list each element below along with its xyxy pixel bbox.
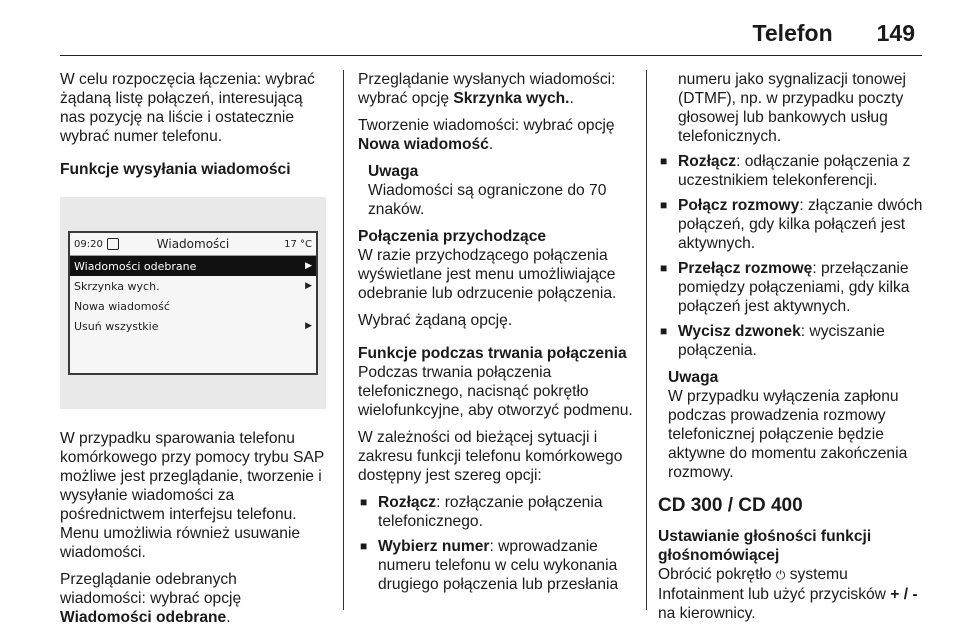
arrow-right-icon: ▶ xyxy=(305,260,312,271)
list-item: ■ Przełącz rozmowę: przełączanie pomiędzy połączeniami, gdy kilka połączeń jest aktywnych. xyxy=(658,259,924,316)
section-heading: Połączenia przychodzące xyxy=(358,228,547,245)
arrow-right-icon: ▶ xyxy=(305,280,312,291)
arrow-right-icon: ▶ xyxy=(305,320,312,331)
options-list xyxy=(358,493,634,594)
paragraph: Podczas trwania połączenia telefonicznego, nacisnąć pokrętło wielofunkcyjne, aby otworzyć podmenu. xyxy=(358,364,633,419)
menu-item-label: Skrzynka wych. xyxy=(74,279,160,293)
menu-item-received[interactable] xyxy=(70,256,316,276)
column-divider xyxy=(343,70,344,610)
page-title: Telefon xyxy=(752,20,833,46)
paragraph: W przypadku sparowania telefonu komórkowego przy pomocy trybu SAP możliwe jest przeglądanie, tworzenie i wysyłanie wiadomości za pośrednictwem interfejsu telefonu. Menu umożliwia również usuwanie wiadomości. xyxy=(60,430,325,561)
list-item: ■ Rozłącz: odłączanie połączenia z uczestnikiem telekonferencji. xyxy=(658,152,924,190)
paragraph: W celu rozpoczęcia łączenia: wybrać żądaną listę połączeń, interesującą nas pozycję na liście i ostatecznie wybrać numer telefonu. xyxy=(60,71,315,145)
column-1 xyxy=(60,70,326,635)
paragraph: Wybrać żądaną opcję. xyxy=(358,312,513,329)
options-list xyxy=(658,152,924,360)
menu-item-delete-all[interactable] xyxy=(70,316,316,336)
screen-temperature: 17 °C xyxy=(284,238,312,250)
section-heading: Ustawianie głośności funkcji głośnomówiącej xyxy=(658,528,872,564)
page-header xyxy=(753,20,915,47)
list-item: ■ Wybierz numer: wprowadzanie numeru telefonu w celu wykonania drugiego połączenia lub przesłania xyxy=(358,537,634,594)
note-title: Uwaga xyxy=(668,369,719,386)
menu-item-label: Usuń wszystkie xyxy=(74,319,159,333)
note-box xyxy=(368,162,634,219)
paragraph: Przeglądanie wysłanych wiadomości: wybrać opcję Skrzynka wych.. xyxy=(358,71,616,107)
display-screen xyxy=(68,231,318,375)
menu-item-label: Nowa wiadomość xyxy=(74,299,170,313)
list-item: ■ Połącz rozmowy: złączanie dwóch połączeń, gdy kilka połączeń jest aktywnych. xyxy=(658,196,924,253)
paragraph: Przeglądanie odebranych wiadomości: wybrać opcję Wiadomości odebrane. xyxy=(60,571,242,626)
menu-item-label: Wiadomości odebrane xyxy=(74,259,197,273)
page-number: 149 xyxy=(876,20,915,46)
paragraph: W razie przychodzącego połączenia wyświetlane jest menu umożliwiające odebranie lub odrzucenie połączenia. xyxy=(358,247,617,302)
note-title: Uwaga xyxy=(368,163,419,180)
list-item-continuation: numeru jako sygnalizacji tonowej (DTMF), np. w przypadku poczty głosowej lub bankowych usług telefonicznych. xyxy=(678,71,906,145)
paragraph: W zależności od bieżącej sytuacji i zakresu funkcji telefonu komórkowego dostępny jest szereg opcji: xyxy=(358,429,623,484)
power-knob-icon: ⏻ xyxy=(775,568,786,582)
screen-illustration xyxy=(60,197,326,409)
menu-item-new-message[interactable] xyxy=(70,296,316,316)
screen-title: Wiadomości xyxy=(156,236,230,251)
paragraph: Obrócić pokrętło ⏻ systemu Infotainment lub użyć przycisków + / - na kierownicy. xyxy=(658,566,918,622)
section-title: CD 300 / CD 400 xyxy=(658,495,803,516)
menu-item-outbox[interactable] xyxy=(70,276,316,296)
note-text: Wiadomości są ograniczone do 70 znaków. xyxy=(368,182,607,218)
column-3 xyxy=(658,70,924,631)
list-item: ■ Rozłącz: rozłączanie połączenia telefonicznego. xyxy=(358,493,634,531)
paragraph: Tworzenie wiadomości: wybrać opcję Nowa wiadomość. xyxy=(358,117,615,153)
column-divider xyxy=(646,70,647,610)
note-text: W przypadku wyłączenia zapłonu podczas prowadzenia rozmowy telefonicznej połączenie będzie aktywne do momentu zakończenia rozmowy. xyxy=(668,388,908,481)
section-heading: Funkcje podczas trwania połączenia xyxy=(358,345,627,362)
screen-time: 09:20 xyxy=(74,238,103,250)
section-heading: Funkcje wysyłania wiadomości xyxy=(60,161,291,178)
screen-status-bar xyxy=(70,233,316,256)
list-item: ■ Wycisz dzwonek: wyciszanie połączenia. xyxy=(658,322,924,360)
column-2 xyxy=(358,70,634,602)
note-box xyxy=(668,368,924,482)
header-rule xyxy=(60,55,922,56)
